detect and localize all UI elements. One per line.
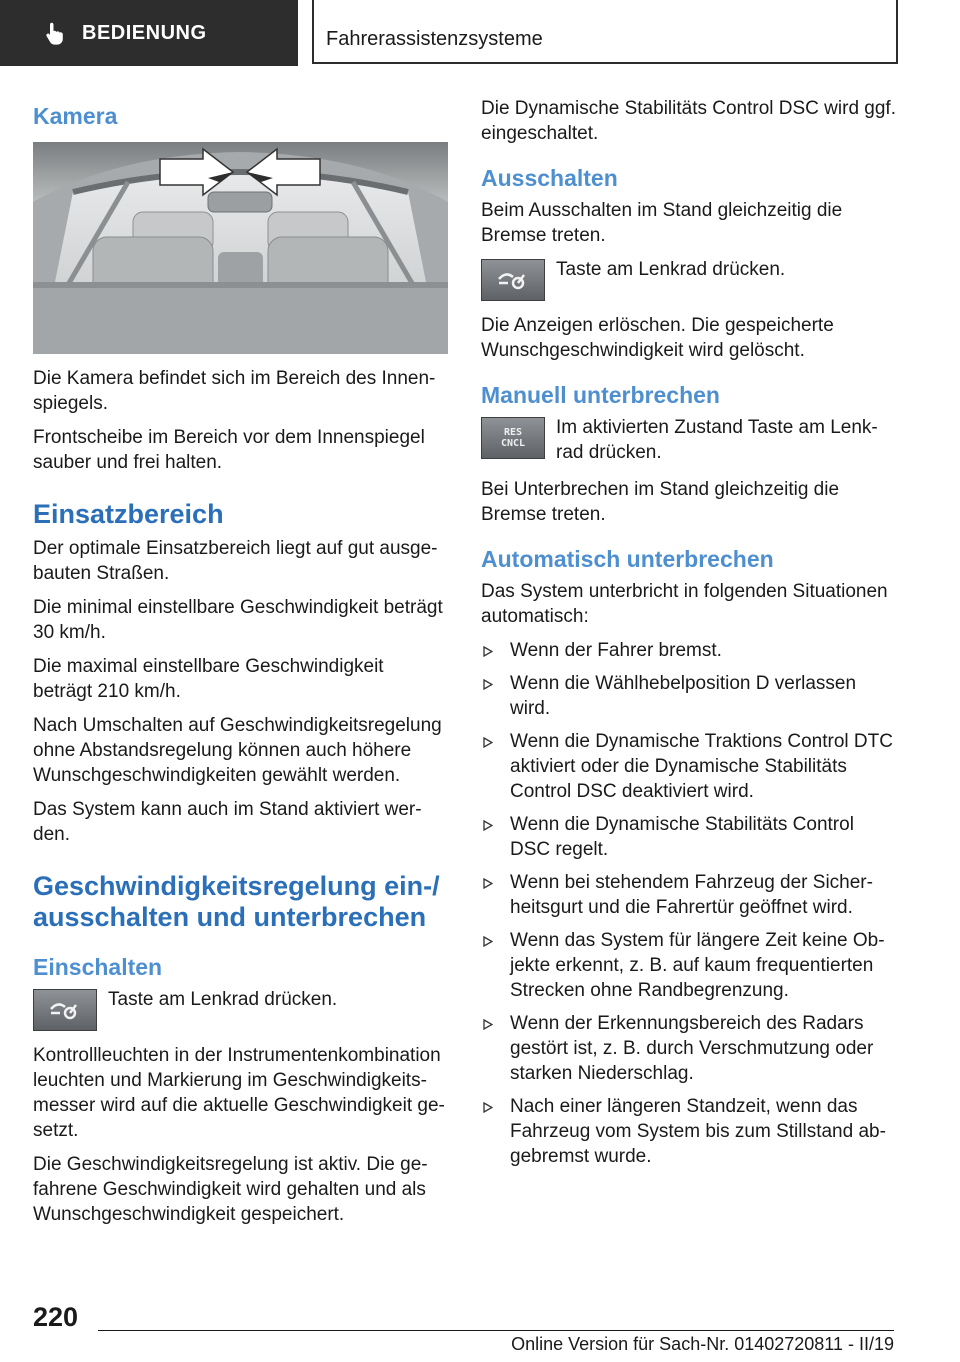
res-key-label: RES [503,427,523,438]
einsatz-text-2: Die minimal einstellbare Geschwindigkeit beträgt 30 km/h. [33,597,443,643]
list-item [481,1011,896,1086]
list-item-text: Wenn die Dynamische Traktions Control DTC aktiviert oder die Dynamische Stabilitäts Control DSC deaktiviert wird. [510,731,893,802]
list-item-text: Wenn die Dynamische Stabilitäts Control DSC regelt. [510,814,854,860]
dsc-text: Die Dynamische Stabilitäts Control DSC wird ggf. eingeschaltet. [481,98,896,144]
triangle-bullet-icon [483,1019,493,1030]
camera-interior-photo [33,142,448,354]
footer-divider [98,1330,894,1331]
list-item [481,1094,896,1169]
ausschalten-key-row [481,257,896,301]
section-title: BEDIENUNG [82,21,207,44]
einsatz-text-3: Die maximal einstellbare Geschwindigkeit beträgt 210 km/h. [33,656,384,702]
list-item-text: Wenn das System für längere Zeit keine Ob-jekte erkennt, z. B. auf kaum frequentierten Strecken ohne Randbegrenzung. [510,930,885,1001]
ausschalten-key-text: Taste am Lenkrad drücken. [556,259,786,280]
regelung-heading: Geschwindigkeitsregelung ein-/ ausschalten und unterbrechen [33,871,440,932]
section-tab [0,0,298,66]
list-item [481,812,896,862]
res-cncl-key [481,417,545,459]
camera-heading: Kamera [33,103,118,129]
triangle-bullet-icon [483,820,493,831]
triangle-bullet-icon [483,646,493,657]
list-item [481,928,896,1003]
manuell-text-1: Bei Unterbrechen im Stand gleichzeitig die Bremse treten. [481,479,840,525]
list-item-text: Nach einer längeren Standzeit, wenn das Fahrzeug vom System bis zum Stillstand ab-gebremst wurde. [510,1096,886,1167]
manuell-heading: Manuell unterbrechen [481,382,720,408]
triangle-bullet-icon [483,936,493,947]
automatisch-heading: Automatisch unterbrechen [481,546,774,572]
triangle-bullet-icon [483,679,493,690]
ausschalten-text-1: Beim Ausschalten im Stand gleichzeitig die Bremse treten. [481,200,843,246]
list-item [481,638,896,663]
page-number: 220 [33,1302,79,1332]
einschalten-text-2: Die Geschwindigkeitsregelung ist aktiv. Die ge-fahrene Geschwindigkeit wird gehalten und als Wunschgeschwindigkeit gespeichert. [33,1154,428,1225]
hand-pointer-icon [42,20,68,46]
ausschalten-text-2: Die Anzeigen erlöschen. Die gespeicherte Wunschgeschwindigkeit wird gelöscht. [481,315,834,361]
manuell-key-text: Im aktivierten Zustand Taste am Lenk-rad drücken. [556,417,878,463]
list-item [481,729,896,804]
camera-text-1: Die Kamera befindet sich im Bereich des Innen-spiegels. [33,368,436,414]
ausschalten-heading: Ausschalten [481,165,618,191]
manuell-key-row [481,415,896,465]
einsatz-heading: Einsatzbereich [33,499,224,529]
page-header [0,0,960,66]
cruise-control-key [33,989,97,1031]
list-item-text: Wenn bei stehendem Fahrzeug der Sicher-heitsgurt und die Fahrertür geöffnet wird. [510,872,873,918]
chapter-box [312,0,898,64]
triangle-bullet-icon [483,1102,493,1113]
online-version-text: Online Version für Sach-Nr. 01402720811 - II/19 [511,1334,894,1354]
cruise-control-key [481,259,545,301]
chapter-title: Fahrerassistenzsysteme [326,28,543,50]
list-item [481,870,896,920]
automatisch-text-1: Das System unterbricht in folgenden Situationen automatisch: [481,581,888,627]
cncl-key-label: CNCL [500,438,526,449]
einsatz-text-5: Das System kann auch im Stand aktiviert wer-den. [33,799,422,845]
left-column [33,96,448,1236]
einschalten-key-text: Taste am Lenkrad drücken. [108,989,338,1010]
list-item-text: Wenn der Erkennungsbereich des Radars gestört ist, z. B. durch Verschmutzung oder starken Niederschlag. [510,1013,874,1084]
list-item-text: Wenn der Fahrer bremst. [510,640,722,661]
camera-text-2: Frontscheibe im Bereich vor dem Innenspiegel sauber und frei halten. [33,427,425,473]
cruise-control-icon [496,269,530,291]
cruise-control-icon [48,999,82,1021]
einsatz-text-1: Der optimale Einsatzbereich liegt auf gut ausge-bauten Straßen. [33,538,438,584]
right-column [481,96,896,1177]
interruption-list [481,638,896,1169]
einschalten-key-row [33,987,448,1031]
triangle-bullet-icon [483,737,493,748]
einsatz-text-4: Nach Umschalten auf Geschwindigkeitsregelung ohne Abstandsregelung können auch höhere Wunschgeschwindigkeiten gewählt werden. [33,715,442,786]
list-item [481,671,896,721]
triangle-bullet-icon [483,878,493,889]
einschalten-text-1: Kontrollleuchten in der Instrumentenkombination leuchten und Markierung im Geschwindigkeits-messer wird auf die aktuelle Geschwindigkeit ge-setzt. [33,1045,445,1141]
einschalten-heading: Einschalten [33,954,163,980]
list-item-text: Wenn die Wählhebelposition D verlassen wird. [510,673,857,719]
